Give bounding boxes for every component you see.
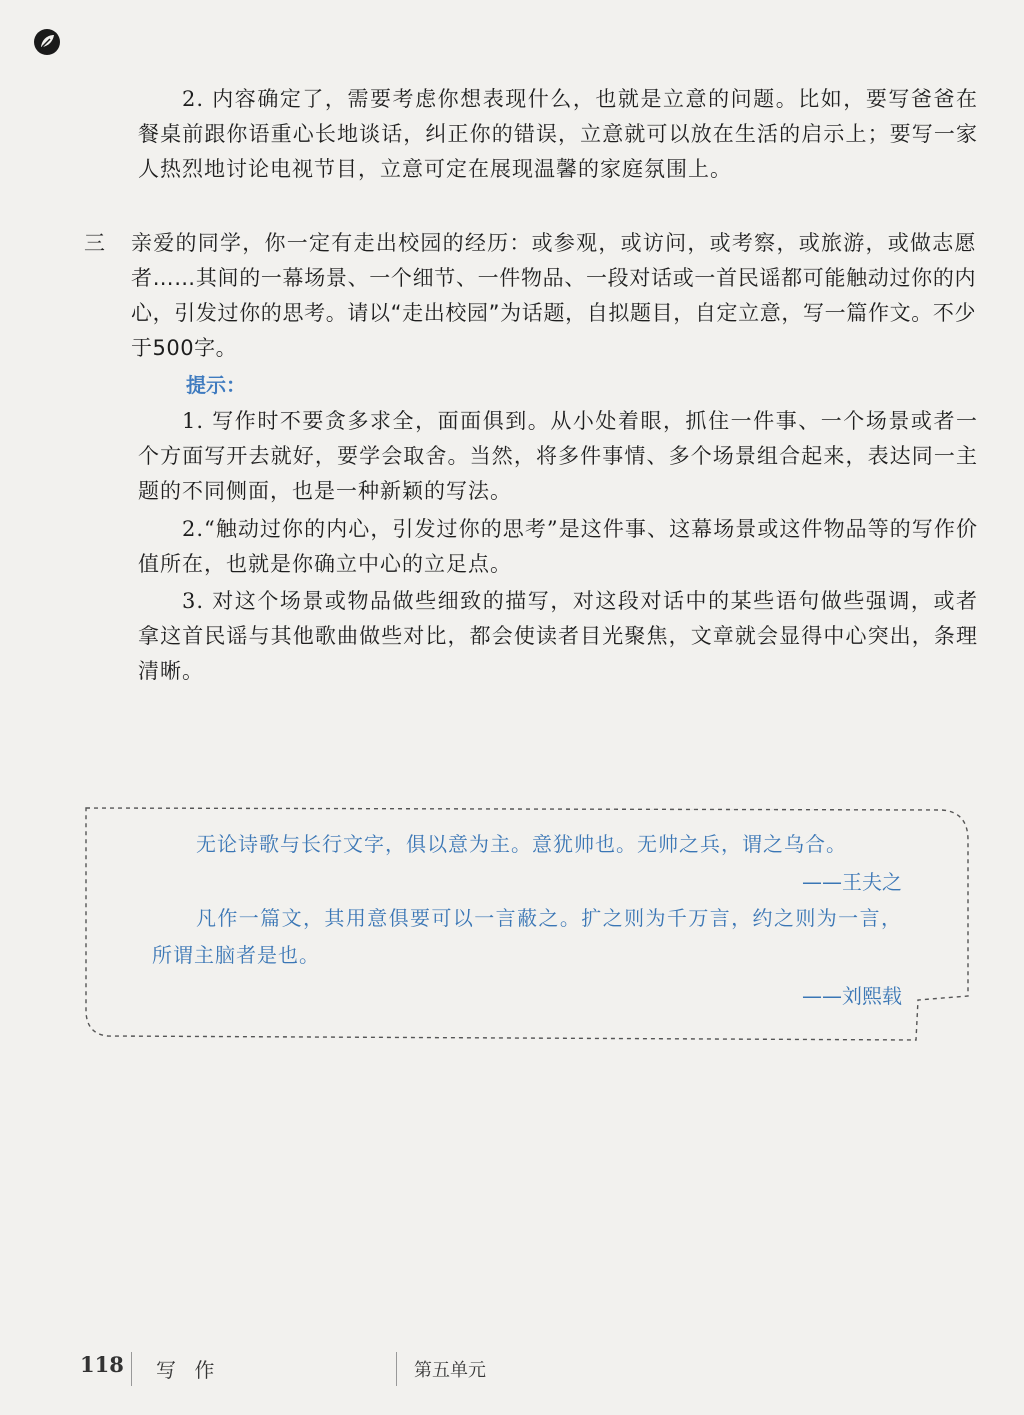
tip-1-paragraph: 1. 写作时不要贪多求全，面面俱到。从小处着眼，抓住一件事、一个场景或者一个方面写开去就好，要学会取舍。当然，将多件事情、多个场景组合起来，表达同一主题的不同侧面，也是一种新颖的写法。 — [138, 409, 978, 503]
point-2-paragraph: 2. 内容确定了，需要考虑你想表现什么，也就是立意的问题。比如，要写爸爸在餐桌前跟你语重心长地谈话，纠正你的错误，立意就可以放在生活的启示上；要写一家人热烈地讨论电视节目，立意可定在展现温馨的家庭氛围上。 — [138, 87, 978, 181]
footer-section-title: 写 作 — [156, 1358, 221, 1382]
footer-divider — [396, 1352, 397, 1386]
page-number: 118 — [80, 1352, 124, 1377]
section-number: 三 — [84, 231, 105, 255]
section-assignment-text: 亲爱的同学，你一定有走出校园的经历：或参观，或访问，或考察，或旅游，或做志愿者……其间的一幕场景、一个细节、一件物品、一段对话或一首民谣都可能触动过你的内心，引发过你的思考。请以“走出校园”为话题，自拟题目，自定立意，写一篇作文。不少于500字。 — [131, 231, 976, 360]
quote-liu-xizai: 凡作一篇文，其用意俱要可以一言蔽之。扩之则为千万言，约之则为一言，所谓主脑者是也。 — [152, 906, 902, 967]
leaf-logo-icon — [33, 28, 61, 56]
quote-author-liu-xizai: ——刘熙载 — [802, 984, 902, 1008]
footer-divider — [131, 1352, 132, 1386]
quote-author-wang-fuzhi: ——王夫之 — [802, 870, 902, 894]
quote-wang-fuzhi: 无论诗歌与长行文字，俱以意为主。意犹帅也。无帅之兵，谓之乌合。 — [196, 832, 847, 856]
tips-label: 提示： — [186, 373, 246, 397]
footer-unit-title: 第五单元 — [414, 1360, 486, 1381]
tip-3-paragraph: 3. 对这个场景或物品做些细致的描写，对这段对话中的某些语句做些强调，或者拿这首民谣与其他歌曲做些对比，都会使读者目光聚焦，文章就会显得中心突出，条理清晰。 — [138, 589, 978, 683]
tip-2-paragraph: 2.“触动过你的内心，引发过你的思考”是这件事、这幕场景或这件物品等的写作价值所在，也就是你确立中心的立足点。 — [138, 517, 978, 576]
